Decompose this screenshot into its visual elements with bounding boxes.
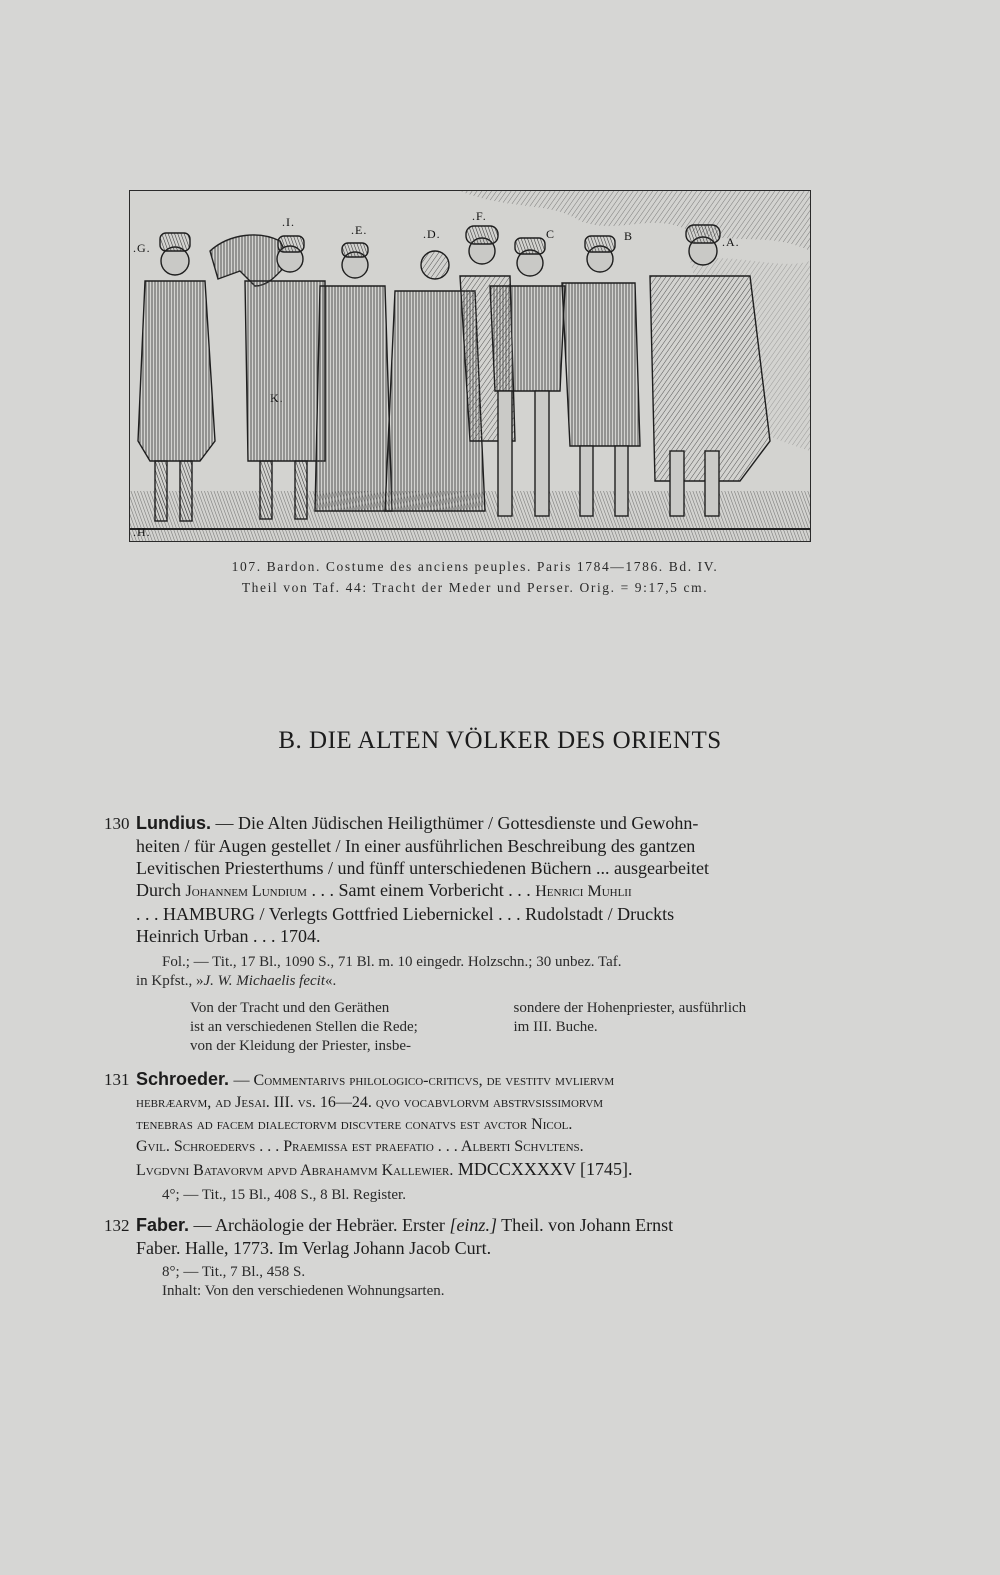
note-line: von der Kleidung der Priester, insbe- (190, 1038, 412, 1054)
entry-author: Faber. (136, 1215, 190, 1235)
entry-date: MDCCXXXXV [1745]. (453, 1159, 633, 1179)
entry-number: 130 (104, 814, 130, 833)
entry-number: 131 (104, 1070, 130, 1089)
entry-title-text: — Commentarivs philologico-criticvs, de vestitv mvliervm (233, 1072, 615, 1089)
entry-130-line-1 (104, 812, 829, 835)
bibliography-entry-131 (104, 1068, 829, 1205)
entry-130-line-2: heiten / für Augen gestellet / In einer ausführlichen Beschreibung des gantzen (136, 836, 696, 856)
entry-132-line-2: Faber. Halle, 1773. Im Verlag Johann Jacob Curt. (136, 1238, 492, 1258)
note-line: sondere der Hohenpriester, ausführlich (513, 1000, 747, 1016)
entry-130-note-columns (190, 999, 829, 1056)
bibliography-entry-130 (104, 812, 829, 1056)
entry-132-contents: Inhalt: Von den verschiedenen Wohnungsarten. (162, 1283, 445, 1299)
note-line: im III. Buche. (513, 1019, 598, 1035)
entry-text: in Kpfst., » (136, 973, 204, 989)
figure-label-c: C (546, 227, 556, 241)
entry-131-line-3: tenebras ad facem dialectorvm discvtere conatvs est avctor Nicol. (136, 1116, 573, 1133)
entry-130-line-6: Heinrich Urban . . . 1704. (136, 926, 321, 946)
figure-label-a: .A. (722, 235, 740, 249)
section-title: B. DIE ALTEN VÖLKER DES ORIENTS (278, 727, 722, 754)
entry-130-collation-2 (136, 972, 829, 991)
entry-title-text: — Archäologie der Hebräer. Erster (193, 1215, 450, 1235)
entry-131-collation: 4°; — Tit., 15 Bl., 408 S., 8 Bl. Register. (162, 1187, 406, 1203)
entry-132-line-1 (104, 1214, 829, 1237)
note-line: ist an verschiedenen Stellen die Rede; (190, 1019, 418, 1035)
engraving-plate (129, 190, 811, 542)
entry-imprint: Lvgdvni Batavorvm apvd Abrahamvm Kallewier. (136, 1162, 454, 1179)
entry-131-line-5 (136, 1158, 829, 1182)
entry-author-name: Johannem Lundium (185, 883, 307, 900)
figure-label-d: .D. (423, 227, 441, 241)
entry-text: . . . Samt einem Vorbericht . . . (306, 880, 536, 900)
entry-text: «. (325, 973, 337, 989)
figure-caption (130, 556, 820, 598)
entry-author: Schroeder. (136, 1069, 230, 1089)
entry-131-line-2: hebræarvm, ad Jesai. III. vs. 16—24. qvo vocabvlorvm abstrvsissimorvm (136, 1094, 604, 1111)
entry-text: Durch (136, 880, 186, 900)
entry-132-collation: 8°; — Tit., 7 Bl., 458 S. (162, 1264, 306, 1280)
entry-engraver: J. W. Michaelis fecit (203, 973, 325, 989)
figure-label-i: .I. (282, 215, 295, 229)
note-column-left (190, 999, 506, 1056)
figure-label-k: K. (270, 391, 284, 405)
figure-label-f: .F. (472, 209, 487, 223)
bibliography-entry-132 (104, 1214, 829, 1301)
entry-130-line-3: Levitischen Priesterthums / und fünff unterschiedenen Büchern ... ausgearbeitet (136, 858, 709, 878)
entry-number: 132 (104, 1216, 130, 1235)
entry-131-line-4: Gvil. Schroedervs . . . Praemissa est praefatio . . . Alberti Schvltens. (136, 1138, 584, 1155)
entry-130-collation: Fol.; — Tit., 17 Bl., 1090 S., 71 Bl. m. 10 eingedr. Holzschn.; 30 unbez. Taf. (162, 954, 622, 970)
note-column-right (514, 999, 830, 1056)
figure-label-b: B (624, 229, 634, 243)
entry-editorial-note: [einz.] (449, 1215, 497, 1235)
entry-author-name: Henrici Muhlii (535, 883, 632, 900)
entry-author: Lundius. (136, 813, 211, 833)
costume-engraving-illustration (130, 191, 810, 541)
note-line: Von der Tracht und den Geräthen (190, 1000, 390, 1016)
figure-label-g: .G. (133, 241, 151, 255)
figure-caption-line-2: Theil von Taf. 44: Tracht der Meder und Perser. Orig. = 9:17,5 cm. (241, 580, 709, 595)
entry-title-text: Theil. von Johann Ernst (496, 1215, 674, 1235)
figure-label-h: .H. (133, 525, 151, 539)
entry-title-text: — Die Alten Jüdischen Heiligthümer / Gottesdienste und Gewohn- (215, 813, 699, 833)
entry-130-line-4 (136, 879, 829, 903)
entry-131-line-1 (104, 1068, 829, 1092)
figure-label-e: .E. (351, 223, 368, 237)
figure-caption-line-1: 107. Bardon. Costume des anciens peuples. Paris 1784—1786. Bd. IV. (231, 559, 719, 574)
entry-130-line-5: . . . HAMBURG / Verlegts Gottfried Liebernickel . . . Rudolstadt / Druckts (136, 904, 675, 924)
